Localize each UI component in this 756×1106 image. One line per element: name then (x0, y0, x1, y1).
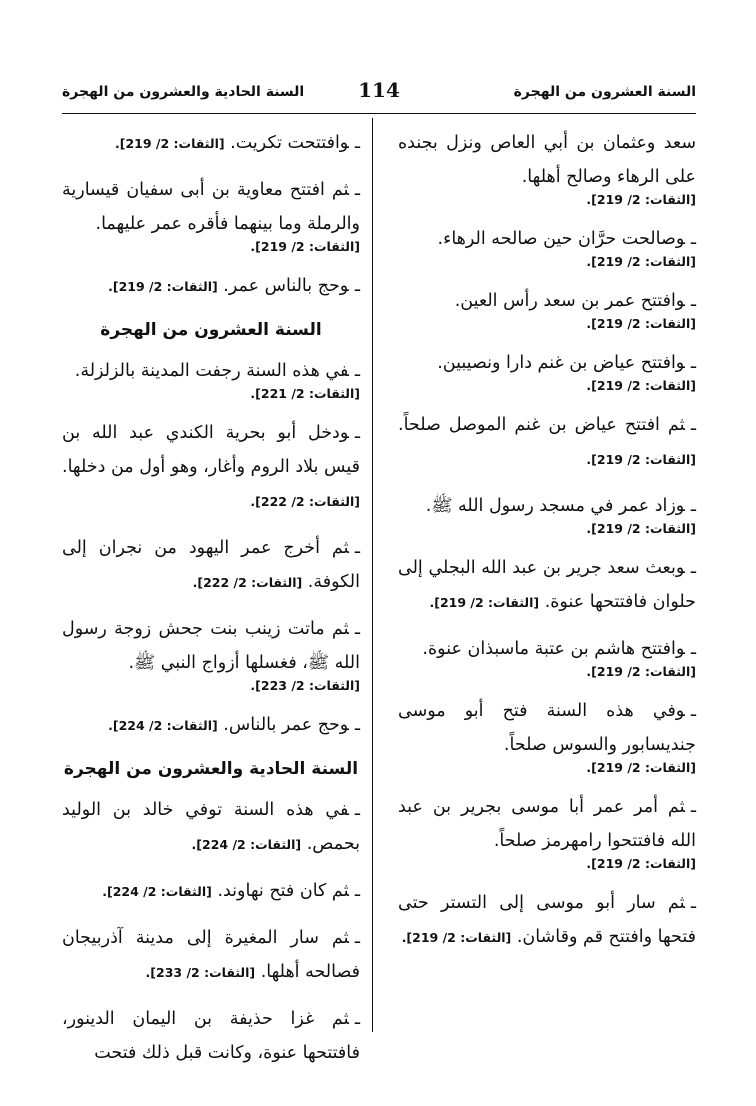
entry-dash: ـ (354, 800, 360, 820)
entry-text: ثم كان فتح نهاوند. (217, 881, 349, 901)
left-column (62, 126, 360, 1082)
entry-text: وافتتح عمر بن سعد رأس العين. (454, 291, 685, 311)
entry-dash: ـ (690, 701, 696, 721)
entry-text: وافتتح هاشم بن عتبة ماسبذان عنوة. (422, 639, 685, 659)
source-citation: [الثقات: 2/ 219]. (429, 595, 540, 610)
entry-text: ودخل أبو بحرية الكندي عبد الله بن قيس بلاد الروم وأغار، وهو أول من دخلها. (62, 423, 360, 477)
entry-text: ثم غزا حذيفة بن اليمان الدينور، فافتتحها عنوة، وكانت قبل ذلك فتحت (62, 1009, 360, 1063)
source-citation: [الثقات: 2/ 219]. (586, 254, 696, 269)
entry-text: ثم افتتح عياض بن غنم الموصل صلحاً. (398, 415, 685, 435)
page-number: 114 (358, 78, 400, 102)
entry-dash: ـ (354, 133, 360, 153)
entry-text: في هذه السنة توفي خالد بن الوليد بحمص. (62, 800, 360, 854)
entry-dash: ـ (354, 928, 360, 948)
page-header (62, 80, 696, 114)
entry-dash: ـ (354, 881, 360, 901)
right-column (398, 126, 696, 967)
source-citation: [الثقات: 2/ 219]. (586, 378, 696, 393)
entry (62, 612, 360, 696)
entry-text: وفي هذه السنة فتح أبو موسى جنديسابور والسوس صلحاً. (398, 701, 696, 755)
entry-text: وافتتح عياض بن غنم دارا ونصيبين. (437, 353, 685, 373)
entry-text: في هذه السنة رجفت المدينة بالزلزلة. (74, 361, 349, 381)
source-citation: [الثقات: 2/ 219]. (108, 279, 218, 294)
entry-text: ثم أخرج عمر اليهود من نجران إلى الكوفة. (62, 538, 360, 592)
entry (62, 1002, 360, 1070)
entry (62, 269, 360, 304)
entry (398, 284, 696, 334)
entry-dash: ـ (354, 180, 360, 200)
entry-text: وزاد عمر في مسجد رسول الله ﷺ. (425, 496, 685, 516)
source-citation: [الثقات: 2/ 219]. (115, 136, 225, 151)
entry-text: وبعث سعد جرير بن عبد الله البجلي إلى حلوان فافتتحها عنوة. (398, 558, 696, 612)
entry (62, 126, 360, 161)
entry-dash: ـ (354, 276, 360, 296)
running-title-right: السنة العشرون من الهجرة (513, 84, 696, 100)
source-citation: [الثقات: 2/ 219]. (401, 930, 512, 945)
column-divider (372, 118, 373, 1032)
entry (398, 886, 696, 955)
entry (398, 694, 696, 778)
entry (398, 790, 696, 874)
entry (62, 921, 360, 990)
entry-text: سعد وعثمان بن أبي العاص ونزل بجنده على الرهاء وصالح أهلها. (398, 133, 696, 187)
source-citation: [الثقات: 2/ 224]. (102, 884, 212, 899)
entry-dash: ـ (690, 893, 696, 913)
entry-dash: ـ (354, 715, 360, 735)
entry (62, 173, 360, 257)
entry-dash: ـ (690, 229, 696, 249)
source-citation: [الثقات: 2/ 219]. (586, 856, 696, 871)
entry-dash: ـ (690, 415, 696, 435)
running-title-left: السنة الحادية والعشرون من الهجرة (62, 84, 305, 100)
entry-text: ثم ماتت زينب بنت جحش زوجة رسول الله ﷺ، فغسلها أزواج النبي ﷺ. (62, 619, 360, 673)
entry (62, 793, 360, 862)
entry-dash: ـ (690, 291, 696, 311)
entry-text: وافتتحت تكريت. (230, 133, 349, 153)
section-title: السنة الحادية والعشرون من الهجرة (63, 759, 359, 779)
source-citation: [الثقات: 2/ 219]. (586, 664, 696, 679)
entry-text: وحج بالناس عمر. (223, 276, 349, 296)
source-citation: [الثقات: 2/ 233]. (145, 965, 256, 980)
entry-dash: ـ (354, 423, 360, 443)
source-citation: [الثقات: 2/ 219]. (586, 452, 696, 467)
source-citation: [الثقات: 2/ 224]. (191, 837, 302, 852)
entry-text: ثم أمر عمر أبا موسى بجرير بن عبد الله فافتتحوا رامهرمز صلحاً. (398, 797, 696, 851)
entry (62, 416, 360, 519)
source-citation: [الثقات: 2/ 219]. (250, 239, 360, 254)
entry (62, 531, 360, 600)
entry (62, 354, 360, 404)
section-title: السنة العشرون من الهجرة (100, 320, 322, 340)
entry (62, 874, 360, 909)
header-rule (62, 113, 696, 114)
entry-text: ثم افتتح معاوية بن أبى سفيان قيسارية والرملة وما بينهما فأقره عمر عليهما. (62, 180, 360, 234)
entry (62, 708, 360, 743)
entry-text: ثم سار المغيرة إلى مدينة آذربيجان فصالحه أهلها. (62, 928, 360, 982)
entry-dash: ـ (690, 496, 696, 516)
source-citation: [الثقات: 2/ 222]. (250, 494, 360, 509)
source-citation: [الثقات: 2/ 219]. (586, 521, 696, 536)
entry-text: وصالحت حرَّان حين صالحه الرهاء. (437, 229, 685, 249)
source-citation: [الثقات: 2/ 222]. (192, 575, 303, 590)
entry-dash: ـ (354, 538, 360, 558)
source-citation: [الثقات: 2/ 219]. (586, 760, 696, 775)
source-citation: [الثقات: 2/ 219]. (586, 316, 696, 331)
entry-text: ثم سار أبو موسى إلى التستر حتى فتحها وافتتح قم وقاشان. (398, 893, 696, 947)
entry-dash: ـ (354, 619, 360, 639)
entry-dash: ـ (354, 1009, 360, 1029)
entry (398, 632, 696, 682)
entry (398, 346, 696, 396)
entry (398, 126, 696, 210)
entry (398, 551, 696, 620)
source-citation: [الثقات: 2/ 224]. (108, 718, 218, 733)
source-citation: [الثقات: 2/ 219]. (586, 192, 696, 207)
entry-dash: ـ (354, 361, 360, 381)
entry (398, 222, 696, 272)
entry-text: وحج عمر بالناس. (223, 715, 349, 735)
entry-dash: ـ (690, 353, 696, 373)
entry-dash: ـ (690, 639, 696, 659)
source-citation: [الثقات: 2/ 223]. (250, 678, 360, 693)
entry-dash: ـ (690, 797, 696, 817)
source-citation: [الثقات: 2/ 221]. (250, 386, 360, 401)
entry-dash: ـ (690, 558, 696, 578)
entry (398, 489, 696, 539)
entry (398, 408, 696, 477)
